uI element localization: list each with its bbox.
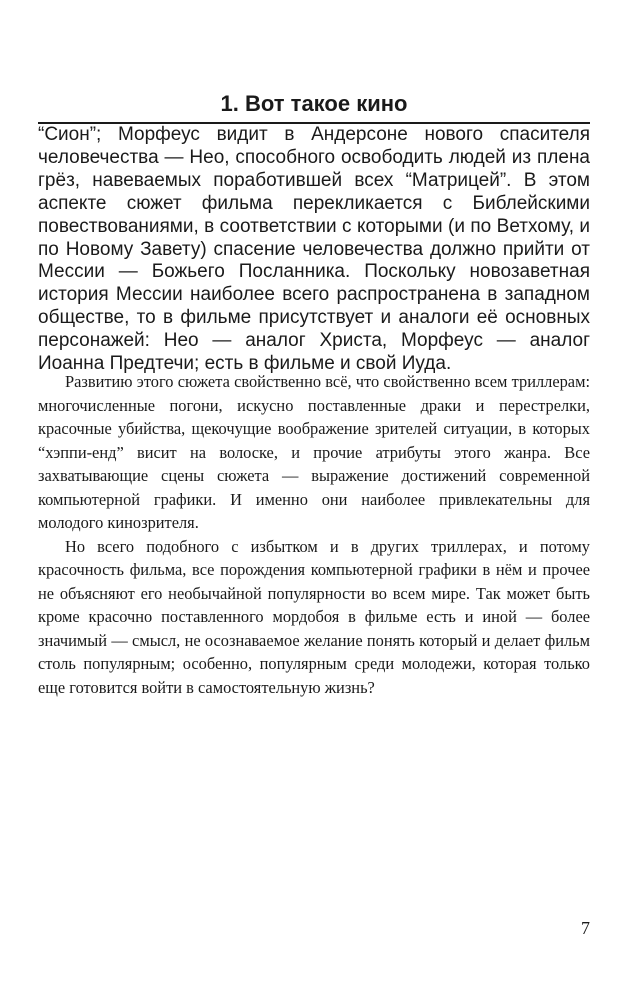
body-paragraph-1: Развитию этого сюжета свойственно всё, что свойственно всем триллерам: многочисленные погони, искусно поставленные драки и перестрелки, красочные убийства, щекочущие воображение зрителей ситуации, в которых “хэппи-енд” висит на волоске, и прочие атрибуты этого жанра. Все захватывающие сцены сюжета — выражение достижений современной компьютерной графики. И именно они наиболее привлекательны для молодого кинозрителя. — [38, 372, 590, 532]
chapter-title: 1. Вот такое кино — [220, 91, 408, 116]
body-text — [38, 370, 590, 699]
page-number: 7 — [581, 918, 590, 938]
quote-paragraph: “Сион”; Морфеус видит в Андерсоне нового спасителя человечества — Нео, способного освободить людей из плена грёз, навеваемых поработившей всех “Матрицей”. В этом аспекте сюжет фильма перекликается с Библейскими повествованиями, в соответствии с которыми (и по Ветхому, и по Новому Завету) спасение человечества должно прийти от Мессии — Божьего Посланника. Поскольку новозаветная история Мессии наиболее всего распространена в западном обществе, то в фильме присутствует и аналоги её основных персонажей: Нео — аналог Христа, Морфеус — аналог Иоанна Предтечи; есть в фильме и свой Иуда. — [38, 124, 590, 375]
quote-block — [38, 124, 590, 376]
book-page — [38, 0, 590, 1000]
body-paragraph-2: Но всего подобного с избытком и в других триллерах, и потому красочность фильма, все порождения компьютерной графики в нём и прочее не объясняют его необычайной популярности во всем мире. Так может быть кроме красочно поставленного мордобоя в фильме есть и иной — более значимый — смысл, не осознаваемое желание понять который и делает фильм столь популярным; особенно, популярным среди молодежи, которая только еще готовится войти в самостоятельную жизнь? — [38, 536, 590, 697]
